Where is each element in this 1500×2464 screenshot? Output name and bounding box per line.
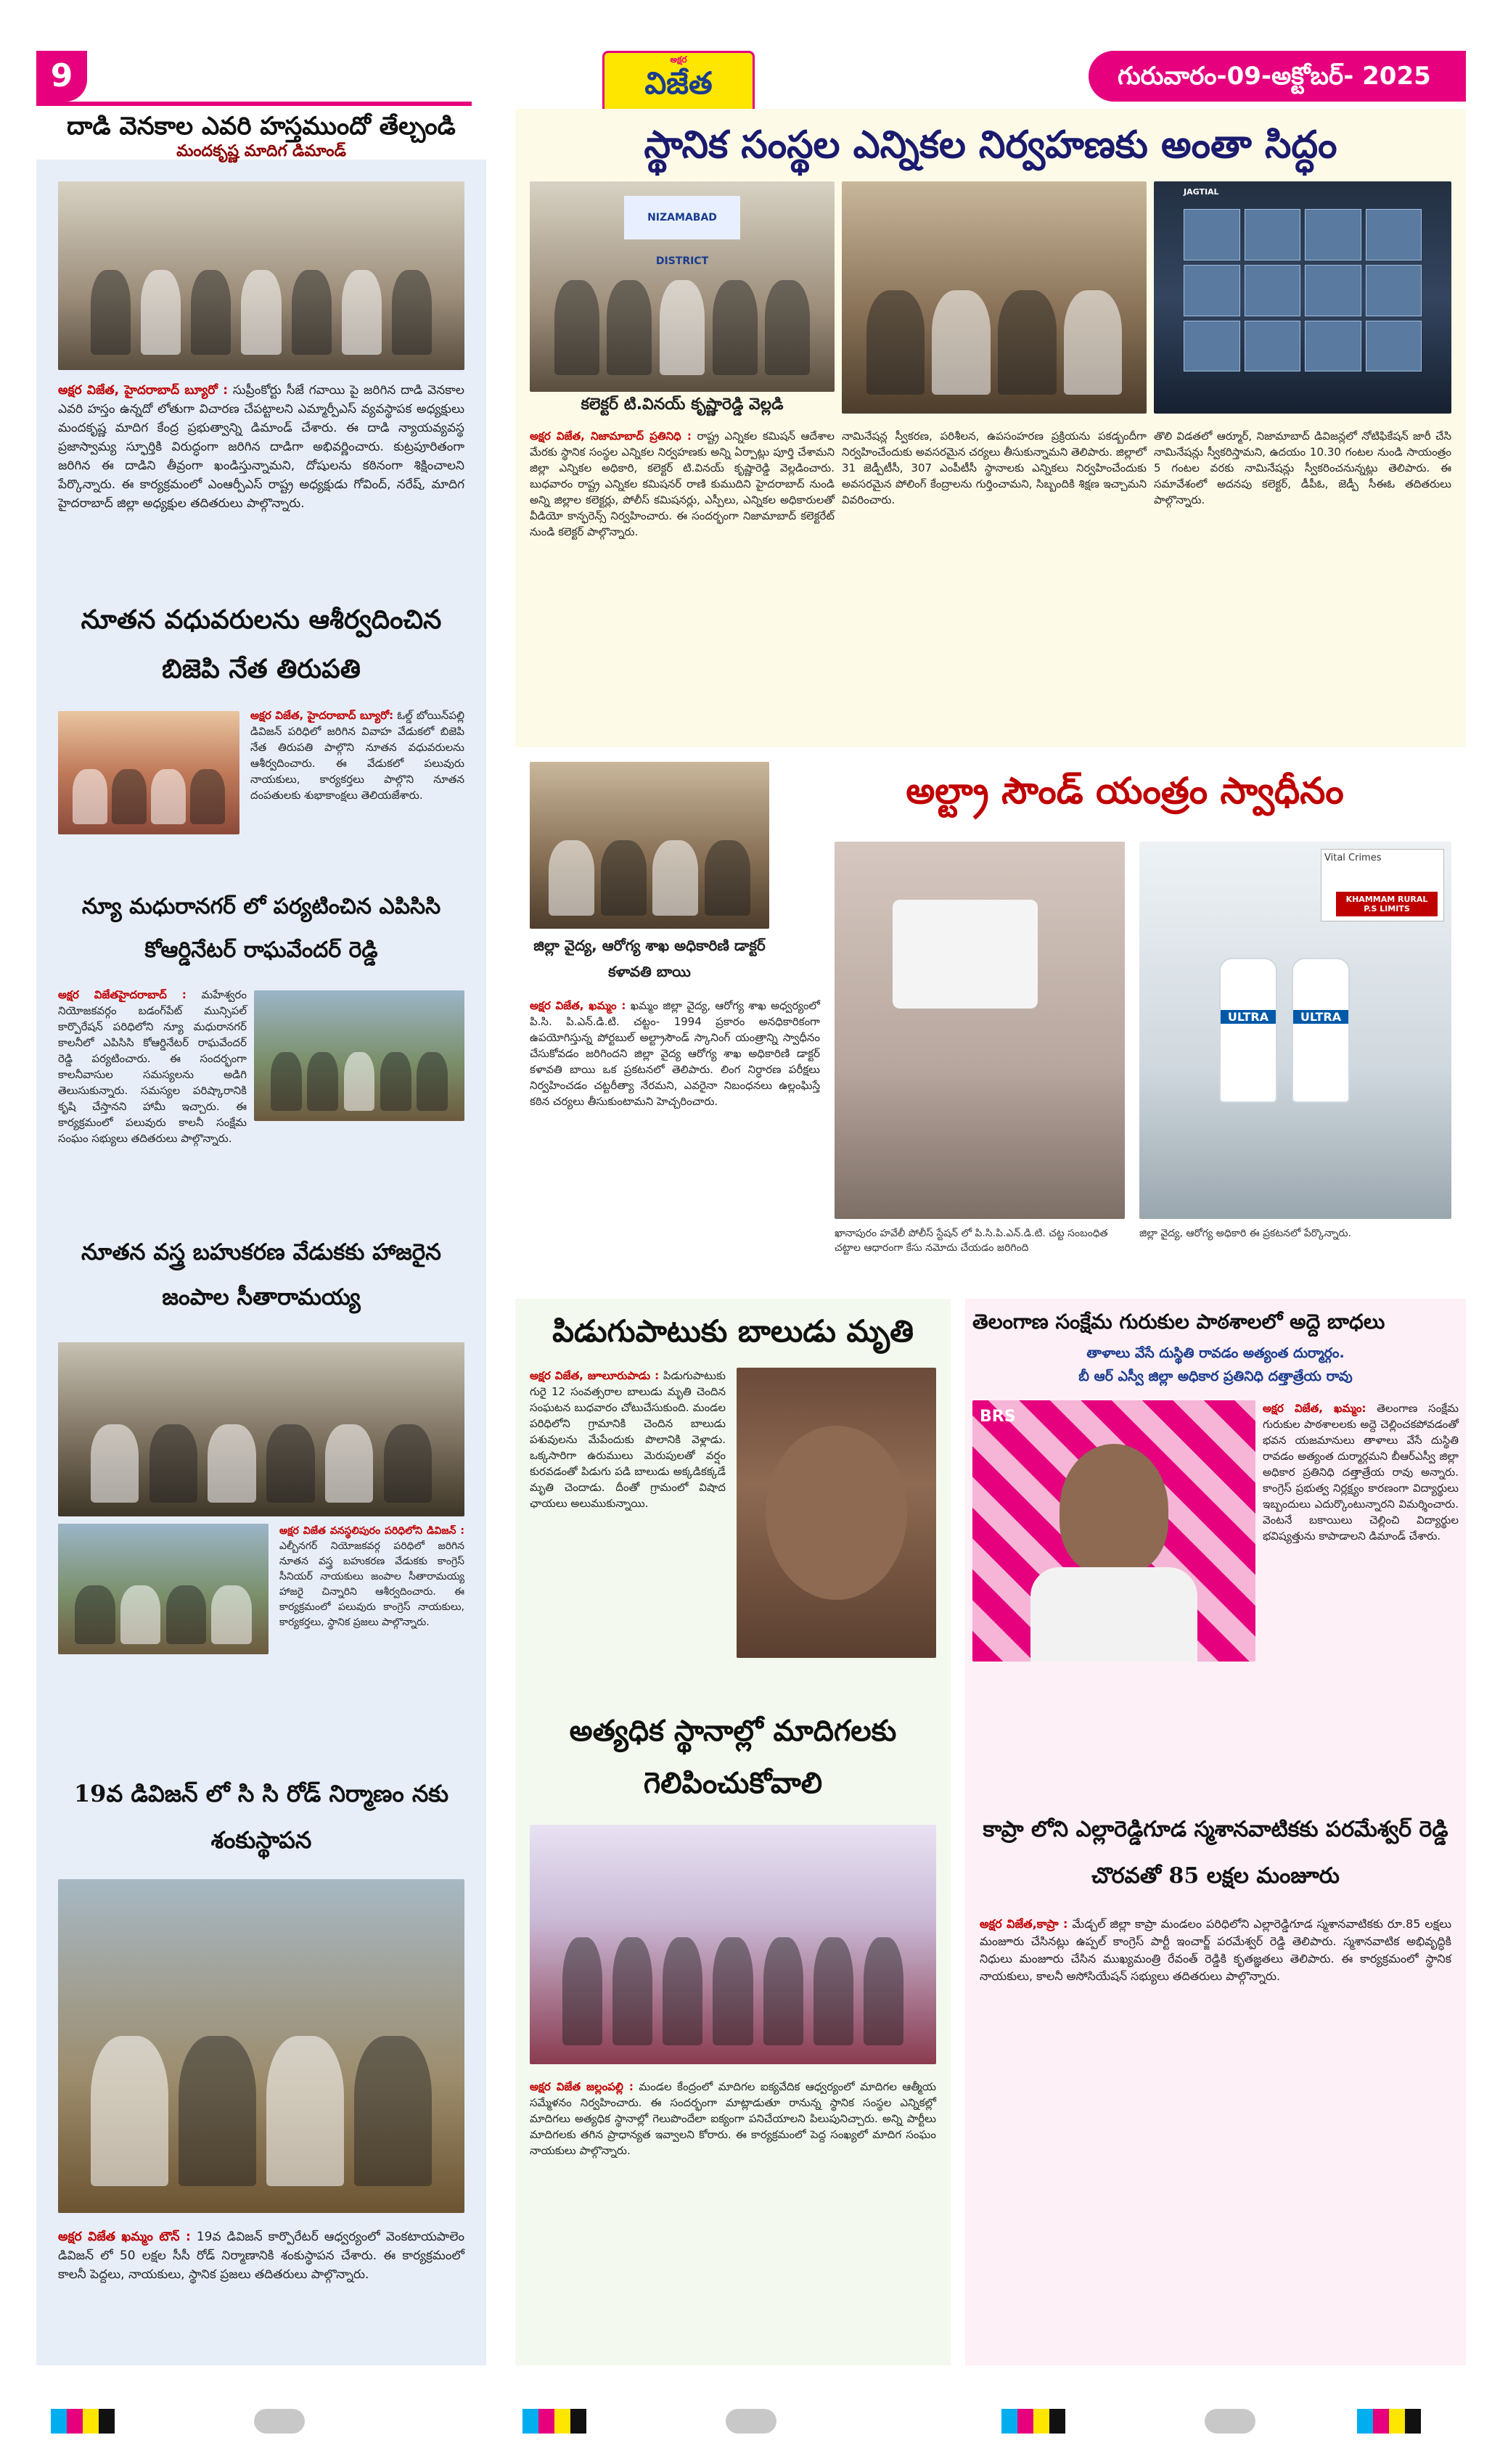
local-bodies-headline: స్థానిక సంస్థల ఎన్నికల నిర్వహణకు అంతా సిద్ధం	[644, 123, 1337, 167]
swatch-black	[1049, 2409, 1065, 2434]
gurukul-body	[1263, 1400, 1459, 1544]
swatch-magenta	[67, 2409, 83, 2434]
logo-tagline: అక్షర	[670, 54, 687, 65]
local-bodies-text-1: రాష్ట్ర ఎన్నికల కమిషన్ ఆదేశాల మేరకు స్థానిక సంస్థల ఎన్నికల నిర్వహణకు అన్ని ఏర్పాట్లు పూర్తి చేశామని జిల్లా ఎన్నికల అధికారి, కలెక్టర్ టి.వినయ్ కృష్ణారెడ్డి వెల్లడించారు. బుధవారం రాష్ట్ర ఎన్నికల కమిషనర్ రాణి కుముదిని హైదరాబాద్ నుండి అన్ని జిల్లాల కలెక్టర్లు, పోలీస్ కమిషనర్లు, ఎస్పీలు, ఎన్నికల అధికారులతో వీడియో కాన్ఫరెన్స్ నిర్వహించారు. ఈ సందర్భంగా నిజామాబాద్ కలెక్టరేట్ నుండి కలెక్టర్ పాల్గొన్నారు.	[530, 430, 835, 538]
police-sign	[1321, 849, 1444, 921]
gurukul-dateline: అక్షర విజేత, ఖమ్మం:	[1263, 1402, 1366, 1415]
jagtial-screen: JAGTIAL	[1184, 187, 1219, 197]
brs-banner-text: BRS	[980, 1408, 1016, 1426]
lightning-dateline: అక్షర విజేత, జూలూరుపాడు :	[530, 1369, 660, 1382]
swatch-cyan	[51, 2409, 67, 2434]
local-bodies-photo-1	[530, 181, 835, 392]
story4-dateline: అక్షర విజేత వనస్థలిపురం పరిధిలోని డివిజన్ :	[279, 1525, 464, 1537]
lightning-photo	[737, 1368, 936, 1658]
masthead-rule	[36, 102, 472, 106]
local-bodies-photo-3	[1154, 181, 1451, 414]
kapra-dateline: అక్షర విజేత,కాప్రా :	[980, 1917, 1068, 1931]
ultrasound-text: ఖమ్మం జిల్లా వైద్య, ఆరోగ్య శాఖ అధ్వర్యంలో పి.సి. పి.ఎన్.డి.టి. చట్టం- 1994 ప్రకారం అనధికారికంగా ఉపయోగిస్తున్న పోర్టబుల్ అల్ట్రాసౌండ్ స్కానింగ్ యంత్రాన్ని స్వాధీనం చేసుకోవడం జరిగిందని జిల్లా వైద్య ఆరోగ్య శాఖ అధికారిణి డాక్టర్ కళావతి బాయి ఒక ప్రకటనలో తెలిపారు. లింగ నిర్ధారణ పరీక్షలు నిర్వహించడం చట్టరీత్యా నేరమని, ఎవరైనా నిబంధనలు ఉల్లంఘిస్తే కఠిన చర్యలు తీసుకుంటామని హెచ్చరించారు.	[530, 999, 820, 1108]
police-sign-text: KHAMMAM RURAL P.S LIMITS	[1336, 892, 1438, 916]
local-bodies-story	[515, 109, 1466, 747]
registration-pill-2	[726, 2409, 776, 2434]
local-bodies-dateline: అక్షర విజేత, నిజామాబాద్ ప్రతినిధి :	[530, 430, 692, 443]
swatch-cyan	[1001, 2409, 1017, 2434]
ultrasound-caption: జిల్లా వైద్య, ఆరోగ్య శాఖ అధికారిణి డాక్టర్ కళావతి బాయి	[533, 937, 766, 980]
lightning-body	[530, 1368, 726, 1511]
ultrasound-story	[515, 762, 1466, 1299]
registration-pill-3	[1205, 2409, 1255, 2434]
ultrasound-photo2-caption: ఖానాపురం హవేలీ పోలీస్ స్టేషన్ లో పి.సి.పి.ఎన్.డి.టి. చట్ట సంబంధిత చట్టాల ఆధారంగా కేసు నమోదు చేయడం జరిగింది	[835, 1228, 1108, 1254]
local-bodies-photo-2	[842, 181, 1147, 414]
story4-photo-top	[58, 1342, 464, 1516]
left-column	[36, 109, 486, 2365]
right-bottom-column	[965, 1299, 1466, 2365]
newspaper-logo[interactable]	[602, 51, 755, 116]
story4-headline: నూతన వస్త్ర బహుకరణ వేడుకకు హాజరైన జంపాల సీతారామయ్య	[81, 1239, 441, 1310]
gel-bottle-label-2: ULTRA	[1293, 1010, 1348, 1024]
swatch-magenta	[1017, 2409, 1033, 2434]
story2-photo	[58, 711, 239, 834]
ultrasound-photo-machine	[835, 842, 1125, 1219]
kapra-headline: కాప్రా లోని ఎల్లారెడ్డిగూడ స్మశానవాటికకు పరమేశ్వర్ రెడ్డి చొరవతో 85 లక్షల మంజూరు	[983, 1817, 1448, 1889]
story5-dateline: అక్షర విజేత ఖమ్మం టౌన్ :	[58, 2230, 191, 2244]
story1-subhead: మందకృష్ణ మాదిగ డిమాండ్	[176, 142, 346, 160]
story5-text: 19వ డివిజన్ కార్పొరేటర్ ఆధ్వర్యంలో వెంకటాయపాలెం డివిజన్ లో 50 లక్షల సీసీ రోడ్ నిర్మాణానికి శంకుస్థాపన చేశారు. ఈ కార్యక్రమంలో కాలనీ పెద్దలు, నాయకులు, స్థానిక ప్రజలు తదితరులు పాల్గొన్నారు.	[58, 2230, 464, 2282]
madiga-dateline: అక్షర విజేత జల్లంపల్లి :	[530, 2080, 634, 2093]
ultrasound-photo-officer	[530, 762, 769, 929]
swatch-black	[1405, 2409, 1421, 2434]
story2-dateline: అక్షర విజేత, హైదరాబాద్ బ్యూరో:	[250, 709, 394, 722]
lightning-headline: పిడుగుపాటుకు బాలుడు మృతి	[552, 1313, 914, 1349]
story3-photo	[254, 990, 464, 1121]
cmyk-bar-4	[1357, 2409, 1421, 2434]
kapra-body	[980, 1915, 1451, 1985]
local-bodies-body-1	[530, 428, 835, 540]
lightning-text: పిడుగుపాటుకు గురై 12 సంవత్సరాల బాలుడు మృతి చెందిన సంఘటన బుధవారం చోటుచేసుకుంది. మండల పరిధిలోని గ్రామానికి చెందిన బాలుడు పశువులను మేపేందుకు పొలానికి వెళ్లాడు. ఒక్కసారిగా ఉరుములు మెరుపులతో వర్షం కురవడంతో పిడుగు పడి బాలుడు అక్కడికక్కడే మృతి చెందాడు. దీంతో గ్రామంలో విషాద ఛాయలు అలుముకున్నాయి.	[530, 1369, 726, 1510]
story1-body	[58, 381, 464, 513]
swatch-yellow	[1389, 2409, 1405, 2434]
cmyk-bar-3	[1001, 2409, 1065, 2434]
registration-pill-1	[254, 2409, 305, 2434]
ultrasound-dateline: అక్షర విజేత, ఖమ్మం :	[530, 999, 626, 1012]
ultrasound-photo-gel	[1139, 842, 1451, 1219]
logo-name: విజేత	[644, 65, 713, 101]
swatch-magenta	[538, 2409, 554, 2434]
story3-body	[58, 987, 247, 1146]
story3-headline: న్యూ మధురానగర్ లో పర్యటించిన ఎపిసిసి కోఆర్డినేటర్ రాఘవేందర్ రెడ్డి	[81, 894, 441, 963]
swatch-yellow	[1033, 2409, 1049, 2434]
story4-text: ఎల్బీనగర్ నియోజకవర్గ పరిధిలో జరిగిన నూతన వస్త్ర బహుకరణ వేడుకకు కాంగ్రెస్ సీనియర్ నాయకులు జంపాల సీతారామయ్య హాజరై చిన్నారిని ఆశీర్వదించారు. ఈ కార్యక్రమంలో పలువురు కాంగ్రెస్ నాయకులు, కార్యకర్తలు, స్థానిక ప్రజలు పాల్గొన్నారు.	[279, 1540, 464, 1628]
swatch-black	[99, 2409, 115, 2434]
ultrasound-headline: అల్ట్రా సౌండ్ యంత్రం స్వాధీనం	[906, 769, 1344, 812]
local-bodies-body-3: తొలి విడతలో ఆర్మూర్, నిజామాబాద్ డివిజన్లలో నోటిఫికేషన్ జారీ చేసి నామినేషన్లు స్వీకరిస్తామని, ఉదయం 10.30 గంటల నుండి సాయంత్రం 5 గంటల వరకు నామినేషన్లు స్వీకరించనున్నట్లు తెలిపారు. ఈ సమావేశంలో అదనపు కలెక్టర్, డీపీఓ, జెడ్పీ సీఈఓ తదితరులు పాల్గొన్నారు.	[1154, 430, 1451, 506]
ultrasound-photo3-caption: జిల్లా వైద్య, ఆరోగ్య అధికారి ఈ ప్రకటనలో పేర్కొన్నారు.	[1139, 1228, 1352, 1239]
page-number: 9	[36, 51, 87, 102]
swatch-cyan	[522, 2409, 538, 2434]
local-bodies-caption: కలెక్టర్ టి.వినయ్ కృష్ణారెడ్డి వెల్లడి	[581, 395, 784, 414]
story5-headline: 19వ డివిజన్ లో సి సి రోడ్ నిర్మాణం నకు శంకుస్థాపన	[73, 1780, 449, 1854]
kapra-text: మేడ్చల్ జిల్లా కాప్రా మండలం పరిధిలోని ఎల్లారెడ్డిగూడ స్మశానవాటికకు రూ.85 లక్షలు మంజూరు చేసినట్లు ఉప్పల్ కాంగ్రెస్ పార్టీ ఇంచార్జ్ పరమేశ్వర్ రెడ్డి తెలిపారు. స్మశానవాటిక అభివృద్ధికి నిధులు మంజూరు చేసిన ముఖ్యమంత్రి రేవంత్ రెడ్డికి కృతజ్ఞతలు తెలిపారు. ఈ కార్యక్రమంలో స్థానిక నాయకులు, కాలనీ అసోసియేషన్ సభ్యులు తదితరులు పాల్గొన్నారు.	[980, 1917, 1451, 1983]
gurukul-subhead-2: బీ ఆర్ ఎస్వీ జిల్లా అధికార ప్రతినిధి దత్తాత్రేయ రావు	[1078, 1368, 1353, 1384]
story2-text: ఓల్డ్ బోయిన్‌పల్లి డివిజన్ పరిధిలో జరిగిన వివాహ వేడుకలో బిజెపి నేత తిరుపతి పాల్గొని నూతన వధువరులను ఆశీర్వదించారు. ఈ వేడుకలో పలువురు నాయకులు, కార్యకర్తలు పాల్గొని నూతన దంపతులకు శుభాకాంక్షలు తెలియజేశారు.	[250, 709, 464, 802]
story1-text: సుప్రీంకోర్టు సీజే గవాయి పై జరిగిన దాడి వెనకాల ఎవరి హస్తం ఉన్నదో లోతుగా విచారణ చేపట్టాలని ఎమ్మార్పీఎస్ వ్యవస్థాపక అధ్యక్షులు మందకృష్ణ మాదిగ కేంద్ర ప్రభుత్వాన్ని డిమాండ్ చేశారు. ఈ దాడి న్యాయవ్యవస్థ ప్రజాస్వామ్య స్ఫూర్తికి విరుద్ధంగా జరిగిన దాడిగా అభివర్ణించారు. కుట్రపూరితంగా జరిగిన ఈ దాడిని తీవ్రంగా ఖండిస్తున్నామని, దోషులను కఠినంగా శిక్షించాలని పేర్కొన్నారు. ఈ కార్యక్రమంలో ఎంఆర్పీఎస్ రాష్ట్ర అధ్యక్షుడు గోవింద్, నరేష్, మాదిగ హైదరాబాద్ జిల్లా అధ్యక్షుల తదితరులు పాల్గొన్నారు.	[58, 383, 464, 511]
masthead	[0, 0, 1500, 109]
ultrasound-body	[530, 998, 820, 1109]
local-bodies-body-2: నామినేషన్ల స్వీకరణ, పరిశీలన, ఉపసంహరణ ప్రక్రియను పకడ్బందీగా నిర్వహించేందుకు అవసరమైన చర్యలు తీసుకున్నామని తెలిపారు. జిల్లాలో 31 జెడ్పీటీసీ, 307 ఎంపీటీసీ స్థానాలకు ఎన్నికలు నిర్వహించేందుకు అవసరమైన పోలింగ్ కేంద్రాలను గుర్తించామని, సిబ్బందికి శిక్షణ ఇచ్చామని వివరించారు.	[842, 430, 1147, 506]
madiga-text: మండల కేంద్రంలో మాదిగల ఐక్యవేదిక ఆధ్వర్యంలో మాదిగల ఆత్మీయ సమ్మేళనం నిర్వహించారు. ఈ సందర్భంగా మాట్లాడుతూ రానున్న స్థానిక సంస్థల ఎన్నికల్లో మాదిగలు అత్యధిక స్థానాల్లో గెలుపొందేలా ఐక్యంగా పనిచేయాలని పిలుపునిచ్చారు. అన్ని పార్టీలు మాదిగలకు తగిన ప్రాధాన్యత ఇవ్వాలని కోరారు. ఈ కార్యక్రమంలో పెద్ద సంఖ్యలో మాదిగ సంఘం నాయకులు పాల్గొన్నారు.	[530, 2080, 936, 2157]
story1-photo	[58, 181, 464, 370]
issue-date: గురువారం-09-అక్టోబర్- 2025	[1089, 51, 1466, 102]
story4-photo-bottom	[58, 1524, 269, 1654]
gurukul-headline: తెలంగాణ సంక్షేమ గురుకుల పాఠశాలలో అద్దె బాధలు	[972, 1310, 1385, 1334]
story1-headline: దాడి వెనకాల ఎవరి హస్తముందో తేల్చండి	[67, 112, 456, 141]
swatch-yellow	[83, 2409, 99, 2434]
madiga-body	[530, 2079, 936, 2159]
swatch-yellow	[554, 2409, 570, 2434]
cmyk-bar-1	[51, 2409, 115, 2434]
nizamabad-screen: NIZAMABAD DISTRICT	[624, 196, 740, 239]
story4-body	[279, 1524, 464, 1630]
story5-photo	[58, 1879, 464, 2213]
swatch-magenta	[1373, 2409, 1389, 2434]
gel-bottle-label-1: ULTRA	[1221, 1010, 1276, 1024]
story3-text: మహేశ్వరం నియోజకవర్గం బడంగ్‌పేట్ మున్సిపల్ కార్పొరేషన్ పరిధిలోని న్యూ మధురానగర్ కాలనీలో ఎపిసిసి కోఆర్డినేటర్ రాఘవేందర్ రెడ్డి పర్యటించారు. ఈ సందర్భంగా కాలనీవాసుల సమస్యలను అడిగి తెలుసుకున్నారు. సమస్యల పరిష్కారానికి కృషి చేస్తానని హామీ ఇచ్చారు. ఈ కార్యక్రమంలో పలువురు కాలనీ సంక్షేమ సంఘం సభ్యులు తదితరులు పాల్గొన్నారు.	[58, 988, 247, 1145]
story2-headline: నూతన వధువరులను ఆశీర్వదించిన బిజెపి నేత తిరుపతి	[81, 604, 442, 684]
madiga-photo	[530, 1825, 936, 2064]
story1-header	[36, 109, 486, 160]
story3-dateline: అక్షర విజేతహైదరాబాద్ :	[58, 988, 187, 1001]
middle-bottom-column	[515, 1299, 951, 2365]
story5-body	[58, 2227, 464, 2284]
gurukul-text: తెలంగాణ సంక్షేమ గురుకుల పాఠశాలలకు అద్దె చెల్లించకపోవడంతో భవన యజమానులు తాళాలు వేసే దుస్థితి రావడం అత్యంత దుర్మార్గమని బీఆర్ఎస్వీ జిల్లా అధికార ప్రతినిధి దత్తాత్రేయ రావు అన్నారు. కాంగ్రెస్ ప్రభుత్వ నిర్లక్ష్యం కారణంగా విద్యార్థులు ఇబ్బందులు ఎదుర్కొంటున్నారని విమర్శించారు. వెంటనే బకాయిలు చెల్లించి విద్యార్థుల భవిష్యత్తును కాపాడాలని డిమాండ్ చేశారు.	[1263, 1402, 1459, 1543]
story2-body	[250, 707, 464, 803]
swatch-black	[570, 2409, 586, 2434]
gurukul-photo	[972, 1400, 1255, 1662]
madiga-headline: అత్యధిక స్థానాల్లో మాదిగలకు గెలిపించుకోవాలి	[569, 1714, 897, 1800]
swatch-cyan	[1357, 2409, 1373, 2434]
story1-dateline: అక్షర విజేత, హైదరాబాద్ బ్యూరో :	[58, 383, 229, 398]
gurukul-subhead: తాళాలు వేసే దుస్థితి రావడం అత్యంత దుర్మార్గం.	[1086, 1345, 1345, 1361]
cmyk-bar-2	[522, 2409, 586, 2434]
police-sign-top: Vital Crimes	[1324, 853, 1382, 863]
